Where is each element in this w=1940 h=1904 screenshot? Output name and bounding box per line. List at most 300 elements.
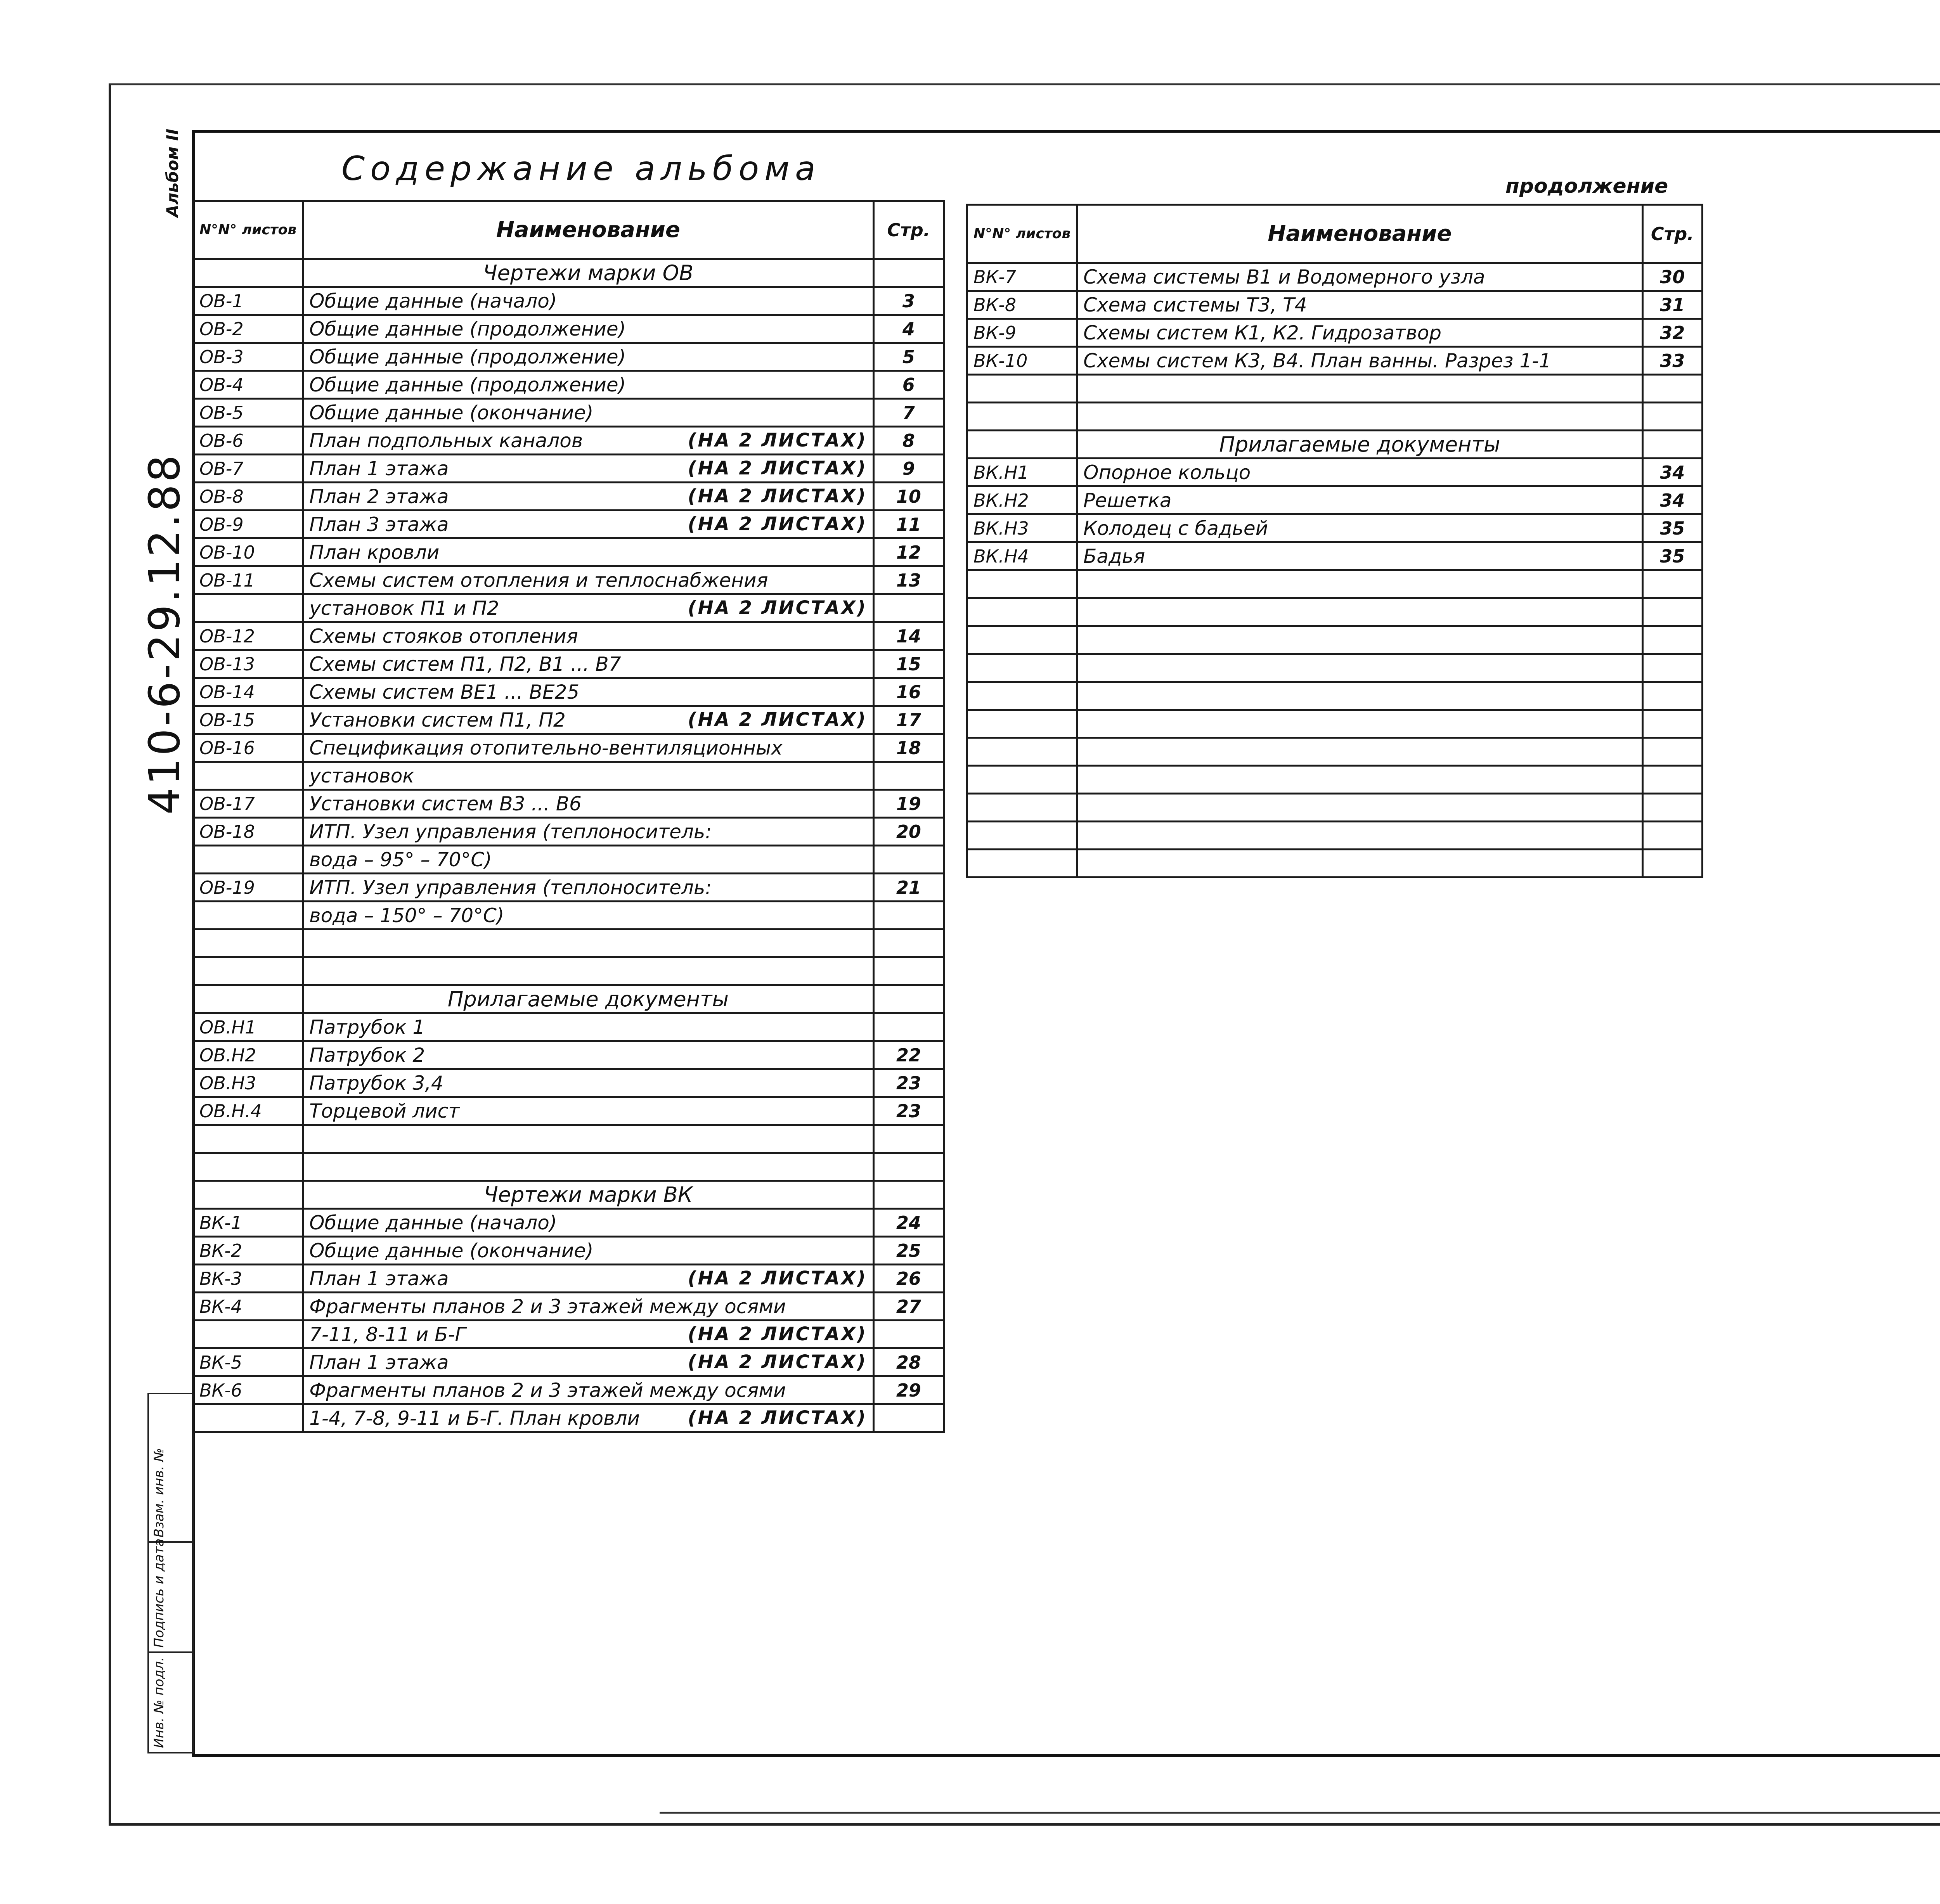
table-row	[193, 1041, 944, 1069]
page-title: Содержание альбома	[341, 149, 821, 188]
row-name-text: Патрубок 2	[309, 1044, 425, 1066]
row-name	[303, 1013, 874, 1041]
row-page	[873, 762, 944, 790]
row-page	[873, 1404, 944, 1432]
table-row	[193, 1321, 944, 1348]
row-name	[303, 1265, 874, 1293]
row-page: 7	[873, 399, 944, 427]
table-row	[193, 1069, 944, 1097]
row-page: 9	[873, 455, 944, 483]
row-sheet-no	[193, 902, 303, 929]
table-row	[193, 1013, 944, 1041]
row-sheet-no	[967, 710, 1077, 738]
row-page: 22	[873, 1041, 944, 1069]
table-row	[967, 850, 1703, 878]
table-row	[193, 1404, 944, 1432]
row-page	[1642, 375, 1702, 403]
row-sheet-no	[967, 431, 1077, 459]
row-name	[303, 957, 874, 985]
row-page: 18	[873, 734, 944, 762]
header-sheet-no: N°N° листов	[193, 201, 303, 259]
table-row	[193, 1348, 944, 1376]
row-sheet-no: ОВ.Н2	[193, 1041, 303, 1069]
row-name-text: Общие данные (продолжение)	[309, 373, 626, 396]
row-sheet-no	[193, 594, 303, 622]
row-name-text: Патрубок 1	[309, 1016, 425, 1039]
table-row	[193, 762, 944, 790]
row-page	[1642, 431, 1702, 459]
row-page: 23	[873, 1069, 944, 1097]
table-row	[967, 486, 1703, 514]
row-name	[303, 511, 874, 538]
row-page: 8	[873, 427, 944, 455]
row-sheet-no: ВК-9	[967, 319, 1077, 347]
row-name	[1077, 710, 1643, 738]
side-stamp	[147, 1448, 508, 1753]
row-name-text: установок	[309, 764, 414, 787]
row-name-text: Схема системы В1 и Водомерного узла	[1083, 265, 1485, 288]
row-page	[873, 1125, 944, 1153]
table-row	[967, 738, 1703, 766]
row-page: 10	[873, 483, 944, 511]
table-row	[193, 622, 944, 650]
row-sheet-no	[967, 850, 1077, 878]
row-name-text: ИТП. Узел управления (теплоноситель:	[309, 820, 712, 843]
row-page: 30	[1642, 263, 1702, 291]
row-name-text: Чертежи марки ВК	[483, 1182, 693, 1207]
row-name	[303, 790, 874, 818]
table-row	[967, 514, 1703, 542]
row-page: 19	[873, 790, 944, 818]
table-row	[193, 1097, 944, 1125]
row-name-text: Схемы систем отопления и теплоснабжения	[309, 569, 768, 592]
row-name	[303, 902, 874, 929]
row-page: 23	[873, 1097, 944, 1125]
row-sheet-no	[967, 654, 1077, 682]
row-sheet-no	[967, 403, 1077, 431]
section-heading	[303, 259, 874, 287]
row-name-text: План 2 этажа	[309, 485, 449, 508]
row-name-text: Чертежи марки ОВ	[483, 261, 694, 285]
table-row	[193, 1237, 944, 1265]
row-page: 13	[873, 566, 944, 594]
table-row	[193, 511, 944, 538]
stamp-swap: Взам. инв. №	[151, 1448, 167, 1538]
table-row	[193, 650, 944, 678]
table-row	[967, 570, 1703, 598]
row-name-text: 1-4, 7-8, 9-11 и Б-Г. План кровли	[309, 1407, 640, 1430]
table-row	[193, 483, 944, 511]
row-sheet-no	[967, 375, 1077, 403]
table-row	[193, 287, 944, 315]
row-name	[303, 371, 874, 399]
table-row	[967, 766, 1703, 794]
row-name-text: ИТП. Узел управления (теплоноситель:	[309, 876, 712, 899]
row-name	[303, 315, 874, 343]
row-name	[303, 1404, 874, 1432]
row-name	[1077, 291, 1643, 319]
row-name	[303, 287, 874, 315]
row-page	[1642, 822, 1702, 850]
table-row	[967, 598, 1703, 626]
row-name	[303, 1125, 874, 1153]
row-sheet-no: ОВ-5	[193, 399, 303, 427]
table-row	[193, 1376, 944, 1404]
stamp-inv: Инв. № подл.	[149, 1651, 192, 1752]
row-name-text: вода – 150° – 70°С)	[309, 904, 504, 927]
table-row	[967, 794, 1703, 822]
row-sheets-note: (НА 2 ЛИСТАХ)	[688, 513, 867, 535]
row-name	[1077, 375, 1643, 403]
row-sheet-no	[967, 822, 1077, 850]
row-page: 34	[1642, 459, 1702, 486]
row-name	[303, 846, 874, 874]
row-sheet-no	[967, 766, 1077, 794]
row-name	[303, 343, 874, 371]
row-name	[303, 1293, 874, 1321]
row-sheet-no: ВК-8	[967, 291, 1077, 319]
table-row	[193, 1265, 944, 1293]
row-name	[1077, 794, 1643, 822]
bottom-line	[660, 1812, 1940, 1814]
row-page	[873, 902, 944, 929]
row-sheets-note: (НА 2 ЛИСТАХ)	[688, 1323, 867, 1345]
table-row	[193, 874, 944, 902]
row-sheet-no: ОВ-7	[193, 455, 303, 483]
row-name	[303, 818, 874, 846]
row-sheet-no: ОВ-11	[193, 566, 303, 594]
table-row	[193, 566, 944, 594]
row-sheet-no: ВК-2	[193, 1237, 303, 1265]
row-page: 26	[873, 1265, 944, 1293]
table-row	[193, 1181, 944, 1209]
row-page: 35	[1642, 542, 1702, 570]
header-sheet-no-2: N°N° листов	[967, 205, 1077, 263]
table-row	[193, 818, 944, 846]
row-page: 6	[873, 371, 944, 399]
row-name	[303, 538, 874, 566]
row-name-text: Спецификация отопительно-вентиляционных	[309, 736, 783, 759]
row-page	[873, 1013, 944, 1041]
row-name	[303, 706, 874, 734]
table-row	[193, 315, 944, 343]
row-page	[1642, 766, 1702, 794]
table-row	[193, 1293, 944, 1321]
row-page: 11	[873, 511, 944, 538]
row-name-text: План 3 этажа	[309, 513, 449, 536]
row-sheet-no	[193, 1125, 303, 1153]
row-sheet-no: ВК-4	[193, 1293, 303, 1321]
row-page	[873, 1181, 944, 1209]
row-sheets-note: (НА 2 ЛИСТАХ)	[688, 1351, 867, 1373]
row-name-text: План 1 этажа	[309, 1351, 449, 1374]
row-name	[1077, 403, 1643, 431]
row-name	[1077, 626, 1643, 654]
row-page	[1642, 403, 1702, 431]
row-name	[303, 483, 874, 511]
row-sheet-no: ВК-7	[967, 263, 1077, 291]
table-row	[967, 319, 1703, 347]
row-name-text: Прилагаемые документы	[447, 987, 729, 1011]
header-name-2: Наименование	[1077, 205, 1643, 263]
row-name-text: Бадья	[1083, 545, 1145, 568]
row-sheets-note: (НА 2 ЛИСТАХ)	[688, 1267, 867, 1289]
row-name-text: План 1 этажа	[309, 1267, 449, 1290]
row-page	[1642, 738, 1702, 766]
row-sheet-no	[193, 929, 303, 957]
table-row	[193, 678, 944, 706]
row-name	[303, 427, 874, 455]
contents-table-1	[192, 200, 945, 1433]
row-page	[873, 846, 944, 874]
row-name-text: Общие данные (начало)	[309, 289, 557, 312]
row-sheets-note: (НА 2 ЛИСТАХ)	[688, 1407, 867, 1429]
row-page: 35	[1642, 514, 1702, 542]
row-name-text: Фрагменты планов 2 и 3 этажей между осями	[309, 1295, 786, 1318]
row-name	[303, 929, 874, 957]
row-name-text: Общие данные (продолжение)	[309, 317, 626, 340]
row-sheets-note: (НА 2 ЛИСТАХ)	[688, 429, 867, 451]
row-name	[1077, 766, 1643, 794]
row-page: 4	[873, 315, 944, 343]
row-sheet-no: ОВ-16	[193, 734, 303, 762]
row-page: 34	[1642, 486, 1702, 514]
stamp-sign: Подпись и дата	[149, 1541, 192, 1651]
row-page	[1642, 710, 1702, 738]
row-name	[303, 399, 874, 427]
row-name	[1077, 486, 1643, 514]
table-row	[193, 929, 944, 957]
row-sheets-note: (НА 2 ЛИСТАХ)	[688, 708, 867, 730]
row-name	[303, 594, 874, 622]
row-page	[873, 1321, 944, 1348]
table-row	[967, 822, 1703, 850]
row-page	[1642, 794, 1702, 822]
row-name-text: Общие данные (окончание)	[309, 1239, 594, 1262]
row-name-text: Опорное кольцо	[1083, 461, 1251, 484]
table-row	[967, 375, 1703, 403]
header-page: Стр.	[873, 201, 944, 259]
row-page: 24	[873, 1209, 944, 1237]
row-name-text: План кровли	[309, 541, 440, 564]
row-sheet-no: ОВ-17	[193, 790, 303, 818]
row-sheet-no: ОВ.Н1	[193, 1013, 303, 1041]
row-name	[1077, 459, 1643, 486]
row-name	[303, 1321, 874, 1348]
row-name-text: Схема системы Т3, Т4	[1083, 293, 1307, 316]
row-sheet-no	[967, 794, 1077, 822]
table-row	[193, 399, 944, 427]
row-name-text: Схемы систем К3, В4. План ванны. Разрез 1-1	[1083, 349, 1551, 372]
row-name	[303, 1153, 874, 1181]
row-sheet-no	[193, 762, 303, 790]
row-name	[303, 566, 874, 594]
table-row	[193, 1153, 944, 1181]
table-row	[967, 542, 1703, 570]
row-page: 28	[873, 1348, 944, 1376]
row-name	[1077, 822, 1643, 850]
row-name	[303, 1097, 874, 1125]
row-sheet-no: ОВ.Н3	[193, 1069, 303, 1097]
row-page	[873, 1153, 944, 1181]
row-name	[1077, 654, 1643, 682]
row-name-text: План 1 этажа	[309, 457, 449, 480]
table-row	[967, 710, 1703, 738]
row-name-text: Общие данные (окончание)	[309, 401, 594, 424]
row-page: 17	[873, 706, 944, 734]
row-sheet-no: ОВ-15	[193, 706, 303, 734]
row-sheet-no	[967, 626, 1077, 654]
row-sheet-no: ОВ-18	[193, 818, 303, 846]
row-name-text: Прилагаемые документы	[1219, 432, 1500, 457]
row-name	[303, 1041, 874, 1069]
row-name	[1077, 738, 1643, 766]
row-sheet-no: ОВ-2	[193, 315, 303, 343]
row-sheet-no: ВК.Н1	[967, 459, 1077, 486]
section-heading	[303, 985, 874, 1013]
header-name: Наименование	[303, 201, 874, 259]
row-sheet-no: ОВ-13	[193, 650, 303, 678]
row-name-text: Патрубок 3,4	[309, 1071, 443, 1094]
row-sheet-no: ОВ.Н.4	[193, 1097, 303, 1125]
row-name-text: План подпольных каналов	[309, 429, 583, 452]
row-sheet-no: ОВ-1	[193, 287, 303, 315]
table-row	[193, 538, 944, 566]
row-page	[873, 259, 944, 287]
row-sheet-no: ВК.Н3	[967, 514, 1077, 542]
row-name-text: установок П1 и П2	[309, 597, 499, 620]
table-row	[967, 682, 1703, 710]
row-page: 21	[873, 874, 944, 902]
row-page	[873, 985, 944, 1013]
table-row	[193, 902, 944, 929]
section-heading	[1077, 431, 1643, 459]
row-name-text: Колодец с бадьей	[1083, 517, 1268, 540]
row-name-text: вода – 95° – 70°С)	[309, 848, 492, 871]
row-sheet-no	[193, 259, 303, 287]
row-name-text: Схемы систем П1, П2, В1 ... В7	[309, 653, 621, 675]
project-code: 410-6-29.12.88	[140, 452, 189, 815]
row-name	[1077, 347, 1643, 375]
row-page: 25	[873, 1237, 944, 1265]
row-page: 3	[873, 287, 944, 315]
row-sheet-no: ВК-1	[193, 1209, 303, 1237]
row-page: 16	[873, 678, 944, 706]
table-row	[967, 459, 1703, 486]
section-heading	[303, 1181, 874, 1209]
row-page: 27	[873, 1293, 944, 1321]
album-label: Альбом II	[163, 128, 182, 217]
row-page	[1642, 654, 1702, 682]
row-page: 32	[1642, 319, 1702, 347]
row-sheet-no	[193, 1153, 303, 1181]
row-name	[303, 678, 874, 706]
row-name	[1077, 682, 1643, 710]
table-row	[193, 1209, 944, 1237]
row-name	[303, 1237, 874, 1265]
row-page: 15	[873, 650, 944, 678]
row-sheets-note: (НА 2 ЛИСТАХ)	[688, 485, 867, 507]
row-sheet-no: ОВ-12	[193, 622, 303, 650]
row-name-text: Схемы систем К1, К2. Гидрозатвор	[1083, 321, 1442, 344]
row-name	[303, 874, 874, 902]
table-row	[193, 1125, 944, 1153]
row-page: 31	[1642, 291, 1702, 319]
row-name	[303, 1348, 874, 1376]
row-sheet-no: ОВ-9	[193, 511, 303, 538]
row-name	[303, 622, 874, 650]
row-sheet-no: ВК-3	[193, 1265, 303, 1293]
row-name	[303, 455, 874, 483]
row-name	[1077, 319, 1643, 347]
row-sheet-no	[967, 738, 1077, 766]
row-name-text: Установки систем П1, П2	[309, 708, 566, 731]
row-sheet-no: ОВ-10	[193, 538, 303, 566]
row-sheet-no: ВК.Н4	[967, 542, 1077, 570]
row-name-text: Схемы систем ВЕ1 ... ВЕ25	[309, 680, 580, 703]
row-name-text: Фрагменты планов 2 и 3 этажей между осями	[309, 1379, 786, 1402]
row-name-text: Общие данные (начало)	[309, 1211, 557, 1234]
row-sheet-no: ОВ-6	[193, 427, 303, 455]
row-name-text: 7-11, 8-11 и Б-Г	[309, 1323, 466, 1346]
row-page	[1642, 570, 1702, 598]
row-page: 29	[873, 1376, 944, 1404]
row-page: 12	[873, 538, 944, 566]
row-page	[1642, 850, 1702, 878]
row-sheet-no: ОВ-14	[193, 678, 303, 706]
row-page	[873, 594, 944, 622]
table-row	[967, 263, 1703, 291]
row-name-text: Решетка	[1083, 489, 1172, 512]
row-sheet-no	[193, 1321, 303, 1348]
row-sheet-no: ВК.Н2	[967, 486, 1077, 514]
row-name-text: Торцевой лист	[309, 1099, 460, 1122]
row-sheet-no	[967, 598, 1077, 626]
row-page: 14	[873, 622, 944, 650]
row-sheet-no	[193, 1181, 303, 1209]
table-row	[193, 790, 944, 818]
row-sheets-note: (НА 2 ЛИСТАХ)	[688, 457, 867, 479]
table-row	[967, 347, 1703, 375]
table-row	[967, 403, 1703, 431]
row-name	[1077, 570, 1643, 598]
table-row	[193, 706, 944, 734]
row-sheet-no	[193, 1404, 303, 1432]
row-name	[1077, 542, 1643, 570]
row-name	[303, 1376, 874, 1404]
row-page: 5	[873, 343, 944, 371]
row-page	[873, 929, 944, 957]
row-name-text: Установки систем В3 ... В6	[309, 792, 582, 815]
row-name-text: Схемы стояков отопления	[309, 625, 578, 647]
row-name	[303, 762, 874, 790]
row-page: 20	[873, 818, 944, 846]
row-sheet-no: ВК-6	[193, 1376, 303, 1404]
row-sheet-no: ВК-5	[193, 1348, 303, 1376]
table-row	[193, 734, 944, 762]
row-page	[1642, 598, 1702, 626]
table-row	[193, 427, 944, 455]
row-page	[1642, 626, 1702, 654]
row-page	[1642, 682, 1702, 710]
table-row	[967, 626, 1703, 654]
row-name	[303, 650, 874, 678]
row-name	[1077, 850, 1643, 878]
table-row	[967, 291, 1703, 319]
table-row	[193, 455, 944, 483]
row-page	[873, 957, 944, 985]
row-sheet-no	[193, 957, 303, 985]
